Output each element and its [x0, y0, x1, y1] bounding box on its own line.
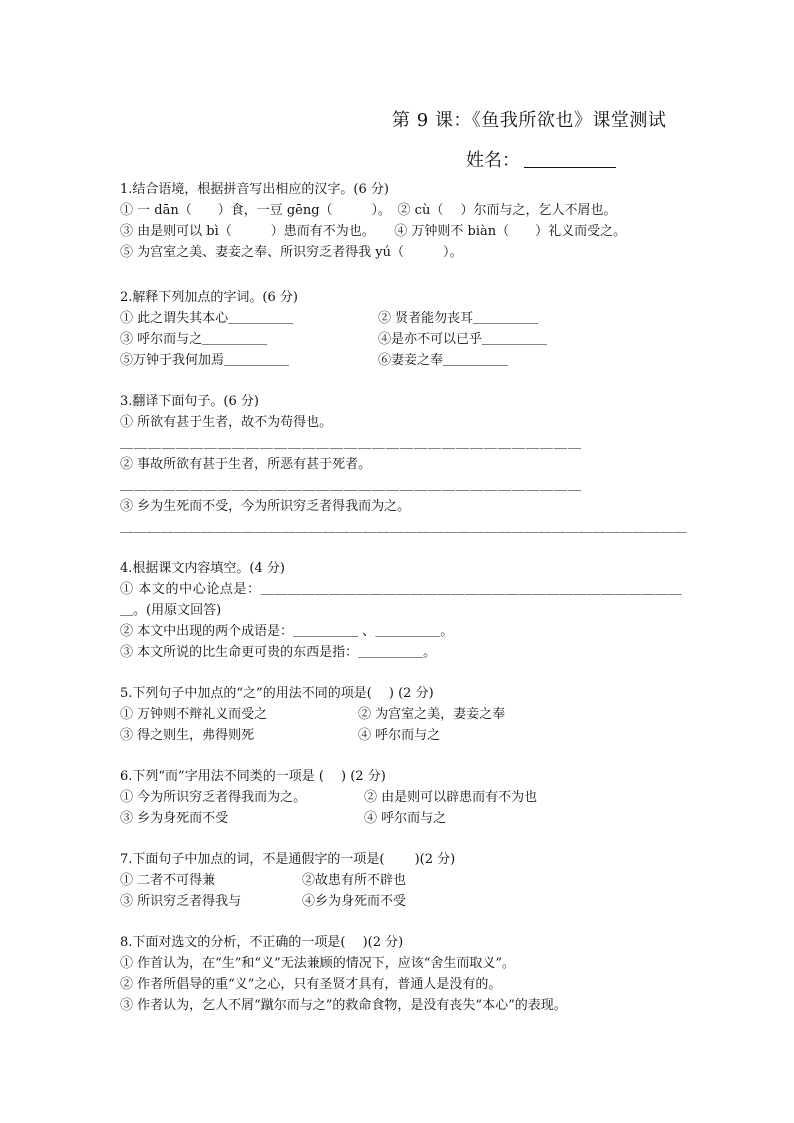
q5-option-d: ④ 呼尔而与之	[358, 728, 441, 743]
q8-option-a: ① 作首认为，在“生”和“义”无法兼顾的情况下，应该“舍生而取义”。	[120, 956, 516, 971]
q2-heading: 2.解释下列加点的字词。(6 分)	[120, 290, 298, 305]
q3-sentence-2: ② 事故所欲有甚于生者，所恶有甚于死者。	[120, 457, 372, 472]
q3-answer-line-1[interactable]: ＿＿＿＿＿＿＿＿＿＿＿＿＿＿＿＿＿＿＿＿＿＿＿＿＿＿＿＿＿＿＿＿＿	[120, 436, 583, 451]
q7-option-a: ① 二者不可得兼	[120, 873, 216, 888]
page-title: 第 9 课：《鱼我所欲也》课堂测试	[392, 110, 667, 131]
q3-sentence-3: ③ 乡为生死而不受，今为所识穷乏者得我而为之。	[120, 499, 411, 514]
name-blank-line[interactable]	[524, 149, 616, 168]
q6-heading: 6.下列“而”字用法不同类的一项是 ( ) (2 分)	[120, 769, 386, 784]
name-field[interactable]	[466, 146, 616, 172]
q4-line-1: ① 本文的中心论点是：＿＿＿＿＿＿＿＿＿＿＿＿＿＿＿＿＿＿＿＿＿＿＿＿＿＿＿＿＿＿＿	[120, 582, 683, 597]
q3-sentence-1: ① 所欲有甚于生者，故不为苟得也。	[120, 415, 333, 430]
q6-option-c: ③ 乡为身死而不受	[120, 811, 229, 826]
q5-heading: 5.下列句子中加点的“之”的用法不同的项是( ) (2 分)	[120, 686, 434, 701]
q7-heading: 7.下面句子中加点的词，不是通假字的一项是( )(2 分)	[120, 852, 456, 867]
q3-answer-line-2[interactable]: ＿＿＿＿＿＿＿＿＿＿＿＿＿＿＿＿＿＿＿＿＿＿＿＿＿＿＿＿＿＿＿＿＿	[120, 478, 583, 493]
q4-heading: 4.根据课文内容填空。(4 分)	[120, 561, 285, 576]
q6-option-d: ④ 呼尔而与之	[364, 811, 447, 826]
q4-line-3: ③ 本文所说的比生命更可贵的东西是指：＿＿＿＿＿。	[120, 645, 437, 660]
q1-line-2: ③ 由是则可以 bì（ ）患而有不为也。 ④ 万钟则不 biàn（ ）礼义而受之。	[120, 224, 627, 239]
q2-item-6: ⑥妻妾之奉＿＿＿＿＿	[378, 353, 509, 368]
q8-option-b: ② 作者所倡导的重“义”之心，只有圣贤才具有，普通人是没有的。	[120, 977, 502, 992]
q1-heading: 1.结合语境，根据拼音写出相应的汉字。(6 分)	[120, 182, 389, 197]
q8-option-c: ③ 作者认为，乞人不屑“蹴尔而与之”的救命食物，是没有丧失“本心”的表现。	[120, 998, 567, 1013]
q4-line-1-cont: ＿。(用原文回答)	[120, 603, 222, 618]
q7-option-b: ②故患有所不辟也	[302, 873, 407, 888]
q2-item-5: ⑤万钟于我何加焉＿＿＿＿＿	[120, 353, 290, 368]
q2-item-1: ① 此之谓失其本心＿＿＿＿＿	[120, 311, 294, 326]
q3-answer-line-3[interactable]: ＿＿＿＿＿＿＿＿＿＿＿＿＿＿＿＿＿＿＿＿＿＿＿＿＿＿＿＿＿＿＿＿＿＿＿＿＿＿＿＿＿＿	[120, 520, 688, 535]
q1-line-1: ① 一 dān（ ）食，一豆 gēng（ ）。 ② cù（ ）尔而与之，乞人不屑也。	[120, 203, 617, 218]
q6-option-b: ② 由是则可以辟患而有不为也	[364, 790, 538, 805]
q7-option-d: ④乡为身死而不受	[302, 894, 407, 909]
q2-item-2: ② 贤者能勿丧耳＿＿＿＿＿	[378, 311, 539, 326]
q2-item-4: ④是亦不可以已乎＿＿＿＿＿	[378, 332, 548, 347]
q1-line-3: ⑤ 为宫室之美、妻妾之奉、所识穷乏者得我 yú（ ）。	[120, 245, 463, 260]
q8-heading: 8.下面对选文的分析，不正确的一项是( )(2 分)	[120, 935, 404, 950]
q5-option-a: ① 万钟则不辩礼义而受之	[120, 707, 268, 722]
q3-heading: 3.翻译下面句子。(6 分)	[120, 394, 259, 409]
q5-option-b: ② 为宫室之美，妻妾之奉	[358, 707, 506, 722]
name-label: 姓名：	[466, 150, 520, 171]
q4-line-2: ② 本文中出现的两个成语是：＿＿＿＿＿ 、＿＿＿＿＿。	[120, 624, 454, 639]
q7-option-c: ③ 所识穷乏者得我与	[120, 894, 242, 909]
q5-option-c: ③ 得之则生，弗得则死	[120, 728, 255, 743]
q2-item-3: ③ 呼尔而与之＿＿＿＿＿	[120, 332, 268, 347]
q6-option-a: ① 今为所识穷乏者得我而为之。	[120, 790, 307, 805]
